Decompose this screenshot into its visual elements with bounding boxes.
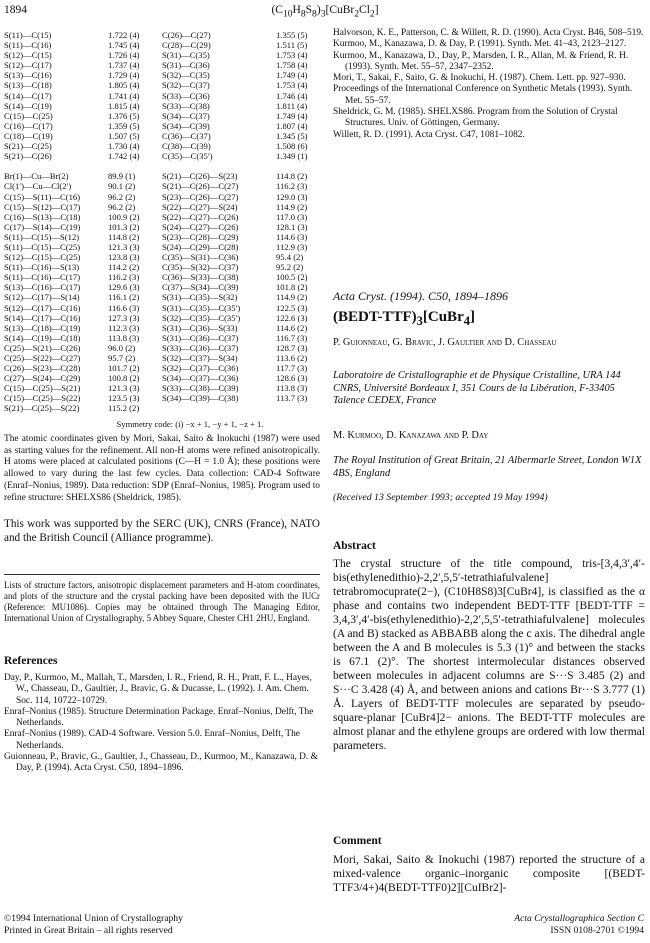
bond-value: 122.6 (3) bbox=[276, 312, 308, 323]
table-row bbox=[4, 262, 159, 272]
bond-label: S(33)—C(38)—C(39) bbox=[162, 383, 239, 394]
table-row bbox=[4, 363, 159, 373]
bond-label: S(11)—C(15) bbox=[4, 30, 52, 40]
table-row bbox=[162, 333, 317, 343]
bond-value: 1.753 (4) bbox=[276, 50, 308, 61]
table-row bbox=[4, 292, 159, 302]
bond-label: C(15)—C(25) bbox=[4, 110, 53, 121]
journal-name: Acta Crystallographica Section C bbox=[514, 913, 644, 924]
bond-value: 116.1 (2) bbox=[108, 292, 140, 303]
bond-label: C(35)—S(32)—C(37) bbox=[162, 262, 239, 273]
table-row bbox=[162, 222, 317, 232]
bond-value: 1.811 (4) bbox=[276, 100, 308, 111]
running-title: $(C_{10}H_8S_8)_3[CuBr_2Cl_2]$ bbox=[271, 4, 379, 20]
comment-heading: Comment bbox=[333, 835, 382, 847]
bond-label: S(11)—C(16)—C(17) bbox=[4, 272, 81, 283]
printed: Printed in Great Britain – all rights reserved bbox=[4, 924, 173, 936]
bond-value: 122.5 (3) bbox=[276, 302, 308, 313]
bond-value: 1.745 (4) bbox=[108, 40, 140, 51]
references-left bbox=[4, 673, 320, 775]
bond-value: 101.7 (2) bbox=[108, 363, 140, 374]
bond-label: S(31)—C(36) bbox=[162, 60, 210, 71]
table-row bbox=[4, 323, 159, 333]
bond-label: S(21)—C(26)—S(23) bbox=[162, 171, 238, 182]
bond-value: 1.508 (6) bbox=[276, 141, 308, 152]
bond-value: 1.753 (4) bbox=[276, 80, 308, 91]
bond-label: S(34)—C(39)—C(38) bbox=[162, 393, 239, 404]
table-row bbox=[4, 80, 159, 90]
bond-label: S(32)—C(35)—C(35′) bbox=[162, 312, 241, 323]
table-row bbox=[4, 60, 159, 70]
copyright: ©1994 International Union of Crystallography bbox=[4, 913, 183, 924]
bond-label: S(12)—C(15) bbox=[4, 50, 52, 61]
table-row bbox=[162, 272, 317, 282]
table-row bbox=[4, 192, 159, 202]
bond-value: 1.376 (5) bbox=[108, 110, 140, 121]
bond-label: S(24)—C(29)—C(28) bbox=[162, 241, 239, 252]
table-row bbox=[4, 353, 159, 363]
table-row bbox=[4, 151, 159, 161]
bond-label: S(33)—C(38) bbox=[162, 100, 210, 111]
bond-value: 100.8 (2) bbox=[108, 373, 140, 384]
table-row bbox=[4, 30, 159, 40]
table-row bbox=[162, 242, 317, 252]
bond-value: 1.726 (4) bbox=[108, 50, 140, 61]
bond-label: C(35)—S(31)—C(36) bbox=[162, 252, 239, 263]
bond-value: 116.7 (3) bbox=[276, 332, 308, 343]
bond-label: S(21)—C(25) bbox=[4, 141, 52, 152]
bond-label: S(34)—C(37)—C(36) bbox=[162, 373, 239, 384]
bond-label: S(11)—C(16) bbox=[4, 40, 52, 51]
reference: Kurmoo, M., Kanazawa, D. & Day, P. (1991). Synth. Met. 41–43, 2123–2127. bbox=[333, 39, 627, 50]
table-row bbox=[4, 91, 159, 101]
bond-label: S(33)—C(36)—C(37) bbox=[162, 342, 239, 353]
table-row bbox=[4, 303, 159, 313]
table-row bbox=[4, 282, 159, 292]
bond-label: S(14)—C(17)—C(16) bbox=[4, 312, 81, 323]
bond-label: S(22)—C(27)—S(24) bbox=[162, 201, 238, 212]
table-row bbox=[162, 181, 317, 191]
table-row bbox=[4, 252, 159, 262]
bond-value: 128.6 (3) bbox=[276, 373, 308, 384]
bond-value: 112.3 (3) bbox=[108, 322, 140, 333]
bond-label: C(36)—C(37) bbox=[162, 130, 211, 141]
table-row bbox=[4, 121, 159, 131]
bond-value: 114.8 (2) bbox=[276, 171, 308, 182]
bond-value: 1.758 (4) bbox=[276, 60, 308, 71]
bond-label: Cl(1′)—Cu—Cl(2′) bbox=[4, 181, 72, 192]
table-row bbox=[4, 232, 159, 242]
bond-value: 115.2 (2) bbox=[108, 403, 140, 414]
table-row bbox=[162, 363, 317, 373]
bond-label: S(14)—C(17) bbox=[4, 90, 52, 101]
bond-value: 101.8 (2) bbox=[276, 282, 308, 293]
bond-value: 1.507 (5) bbox=[108, 130, 140, 141]
reference: Halvorson, K. E., Patterson, C. & Willett, R. D. (1990). Acta Cryst. B46, 508–519. bbox=[333, 28, 644, 38]
table-row bbox=[162, 151, 317, 161]
bond-label: C(38)—C(39) bbox=[162, 141, 211, 152]
bond-label: C(26)—C(27) bbox=[162, 30, 211, 40]
bond-value: 1.807 (4) bbox=[276, 120, 308, 131]
bond-value: 113.7 (3) bbox=[276, 393, 308, 404]
bond-label: S(21)—C(26) bbox=[4, 151, 52, 162]
reference: Day, P., Kurmoo, M., Mallah, T., Marsden, I. R., Friend, R. H., Pratt, F. L., Hayes, W., Chasseau, D., Gaultier, J., Bravic, G. & Ducasse, L. (1992). J. Am. Chem. Soc. 114, 10722–10729. bbox=[4, 673, 312, 706]
bond-label: S(31)—C(35)—S(32) bbox=[162, 292, 238, 303]
bond-value: 96.2 (2) bbox=[108, 201, 136, 212]
footer-right bbox=[514, 913, 644, 936]
affiliation-1: Laboratoire de Cristallographie et de Physique Cristalline, URA 144 CNRS, Université Bordeaux I, 351 Cours de la Libération, F-33405 Talence CEDEX, France bbox=[333, 370, 621, 407]
table-row bbox=[4, 141, 159, 151]
bond-label: C(25)—S(21)—C(26) bbox=[4, 342, 81, 353]
bond-value: 90.1 (2) bbox=[108, 181, 136, 192]
table-row bbox=[4, 242, 159, 252]
bond-label: C(26)—S(23)—C(28) bbox=[4, 363, 81, 374]
bond-value: 1.815 (4) bbox=[108, 100, 140, 111]
table-row bbox=[4, 161, 159, 171]
table-row bbox=[162, 292, 317, 302]
page-number: 1894 bbox=[4, 4, 27, 16]
table-row bbox=[4, 272, 159, 282]
bond-label: C(16)—C(17) bbox=[4, 120, 53, 131]
abstract-heading: Abstract bbox=[333, 540, 376, 552]
bond-label: S(11)—C(16)—S(13) bbox=[4, 262, 80, 273]
bond-value: 128.1 (3) bbox=[276, 221, 308, 232]
table-row bbox=[4, 40, 159, 50]
table-row bbox=[4, 313, 159, 323]
bond-label: S(24)—C(27)—C(26) bbox=[162, 221, 239, 232]
bond-label: S(13)—C(18)—C(19) bbox=[4, 322, 81, 333]
bond-label: Br(1)—Cu—Br(2) bbox=[4, 171, 69, 182]
references-right bbox=[333, 28, 645, 141]
bond-value: 101.3 (2) bbox=[108, 221, 140, 232]
table-row bbox=[162, 282, 317, 292]
bond-label: S(12)—C(15)—C(25) bbox=[4, 252, 81, 263]
table-row bbox=[162, 80, 317, 90]
reference: Kurmoo, M., Kanazawa, D., Day, P., Marsden, I. R., Allan, M. & Friend, R. H. (1993). Synth. Met. 55–57, 2347–2352. bbox=[333, 50, 629, 72]
table-row bbox=[4, 333, 159, 343]
bond-label: S(33)—C(36) bbox=[162, 90, 210, 101]
table-row bbox=[4, 393, 159, 403]
bond-value: 116.2 (3) bbox=[108, 272, 140, 283]
divider bbox=[4, 574, 320, 575]
table-row bbox=[4, 373, 159, 383]
bond-value: 1.722 (4) bbox=[108, 30, 140, 40]
bond-value: 1.749 (4) bbox=[276, 110, 308, 121]
bond-value: 113.8 (3) bbox=[276, 383, 308, 394]
table-row bbox=[4, 50, 159, 60]
bond-value: 114.9 (2) bbox=[276, 292, 308, 303]
table-row bbox=[162, 91, 317, 101]
reference: Mori, T., Sakai, F., Saito, G. & Inokuchi, H. (1987). Chem. Lett. pp. 927–930. bbox=[333, 73, 626, 84]
reference: Proceedings of the International Conference on Synthetic Metals (1993). Synth. Met. 55–57. bbox=[333, 84, 633, 106]
bond-value: 96.2 (2) bbox=[108, 191, 136, 202]
bond-value: 123.8 (3) bbox=[108, 252, 140, 263]
bond-label: S(11)—C(15)—C(25) bbox=[4, 241, 81, 252]
bond-value: 1.737 (4) bbox=[108, 60, 140, 71]
table-row bbox=[162, 141, 317, 151]
bond-value: 114.2 (2) bbox=[108, 262, 140, 273]
table-row bbox=[162, 121, 317, 131]
bond-value: 100.9 (2) bbox=[108, 211, 140, 222]
bond-label: S(31)—C(35) bbox=[162, 50, 210, 61]
bond-label: C(27)—S(24)—C(29) bbox=[4, 373, 81, 384]
bond-label: S(23)—C(26)—C(27) bbox=[162, 191, 239, 202]
bond-value: 89.9 (1) bbox=[108, 171, 136, 182]
table-row bbox=[162, 353, 317, 363]
affiliation-2: The Royal Institution of Great Britain, 21 Albermarle Street, London W1X 4BS, England bbox=[333, 455, 642, 479]
bond-label: S(32)—C(37)—S(34) bbox=[162, 353, 238, 363]
table-row bbox=[162, 60, 317, 70]
table-row bbox=[4, 171, 159, 181]
table-row bbox=[4, 222, 159, 232]
bond-value: 123.5 (3) bbox=[108, 393, 140, 404]
table-row bbox=[162, 70, 317, 80]
bond-value: 116.6 (3) bbox=[108, 302, 140, 313]
bond-value: 113.8 (3) bbox=[108, 332, 140, 343]
comment-text: Mori, Sakai, Saito & Inokuchi (1987) reported the structure of a mixed-valence organic–inorganic composite [(BEDT-TTF3/4+)4(BEDT-TTF0)2][CuIBr2]- bbox=[333, 854, 645, 894]
bond-value: 1.805 (4) bbox=[108, 80, 140, 91]
authors-1: P. Guionneau, G. Bravic, J. Gaultier and D. Chasseau bbox=[333, 337, 557, 348]
bond-value: 1.741 (4) bbox=[108, 90, 140, 101]
bond-value: 114.9 (2) bbox=[276, 201, 308, 212]
bond-value: 112.9 (3) bbox=[276, 241, 308, 252]
bond-label: S(13)—C(18) bbox=[4, 80, 52, 91]
bond-label: C(28)—C(29) bbox=[162, 40, 211, 51]
bond-value: 95.2 (2) bbox=[276, 262, 304, 273]
bond-label: S(14)—C(19)—C(18) bbox=[4, 332, 81, 343]
bond-label: C(15)—C(25)—S(22) bbox=[4, 393, 81, 404]
bond-value: 116.2 (3) bbox=[276, 181, 308, 192]
authors-2: M. Kurmoo, D. Kanazawa and P. Day bbox=[333, 430, 489, 441]
table-row bbox=[162, 212, 317, 222]
bond-value: 95.4 (2) bbox=[276, 252, 304, 263]
table-row bbox=[4, 131, 159, 141]
table-row bbox=[162, 383, 317, 393]
table-row bbox=[4, 70, 159, 80]
bond-label: S(12)—C(17)—S(14) bbox=[4, 292, 80, 303]
bond-label: C(25)—S(22)—C(27) bbox=[4, 353, 81, 363]
table-row bbox=[162, 393, 317, 403]
deposition-note: Lists of structure factors, anisotropic displacement parameters and H-atom coordinates, and plots of the structure and the crystal packing have been deposited with the IUCr (Reference: MU1086). Copies may be obtained through The Managing Editor, International Union of Crystallography, 5 Abbey Square, Chester CH1 2HU, England. bbox=[4, 580, 320, 624]
bond-value: 1.355 (5) bbox=[276, 30, 308, 40]
bond-value: 100.5 (2) bbox=[276, 272, 308, 283]
table-row bbox=[162, 323, 317, 333]
bond-label: C(15)—S(12)—C(17) bbox=[4, 201, 81, 212]
table-row bbox=[4, 383, 159, 393]
bond-value: 1.345 (5) bbox=[276, 130, 308, 141]
article-citation: Acta Cryst. (1994). C50, 1894–1896 bbox=[333, 289, 508, 303]
bond-value: 117.7 (3) bbox=[276, 363, 308, 374]
symmetry-code: Symmetry code: (i) −x + 1, −y + 1, −z + 1. bbox=[116, 419, 264, 429]
bond-label: S(21)—C(25)—S(22) bbox=[4, 403, 80, 414]
table-row bbox=[162, 40, 317, 50]
bond-label: C(37)—S(34)—C(39) bbox=[162, 282, 239, 293]
bond-label: S(31)—C(36)—C(37) bbox=[162, 332, 239, 343]
table-row bbox=[162, 252, 317, 262]
bond-value: 117.0 (3) bbox=[276, 211, 308, 222]
bond-label: S(23)—C(28)—C(29) bbox=[162, 231, 239, 242]
bond-label: C(15)—S(11)—C(16) bbox=[4, 191, 81, 202]
table-row bbox=[162, 313, 317, 323]
bond-label: S(34)—C(37) bbox=[162, 110, 210, 121]
table-left-column bbox=[4, 30, 159, 414]
table-row bbox=[162, 343, 317, 353]
bond-label: S(11)—C(15)—S(12) bbox=[4, 231, 80, 242]
bond-label: C(17)—S(14)—C(19) bbox=[4, 221, 81, 232]
bond-value: 121.3 (3) bbox=[108, 383, 140, 394]
bond-value: 129.0 (3) bbox=[276, 191, 308, 202]
issn: ISSN 0108-2701 ©1994 bbox=[550, 924, 644, 936]
bond-value: 113.6 (2) bbox=[276, 353, 308, 363]
table-row bbox=[162, 232, 317, 242]
bond-label: S(32)—C(37)—C(36) bbox=[162, 363, 239, 374]
reference: Guionneau, P., Bravic, G., Gaultier, J., Chasseau, D., Kurmoo, M., Kanazawa, D. & Day, P. (1994). Acta Cryst. C50, 1894–1896. bbox=[4, 752, 318, 774]
references-heading: References bbox=[4, 655, 58, 667]
table-right-column bbox=[162, 30, 317, 414]
table-row bbox=[4, 202, 159, 212]
table-row bbox=[4, 212, 159, 222]
table-row bbox=[4, 111, 159, 121]
bond-value: 1.729 (4) bbox=[108, 70, 140, 81]
bond-label: C(35)—C(35′) bbox=[162, 151, 213, 162]
reference: Willett, R. D. (1991). Acta Cryst. C47, 1081–1082. bbox=[333, 129, 525, 140]
bond-value: 114.8 (2) bbox=[108, 231, 140, 242]
table-row bbox=[162, 373, 317, 383]
bond-value: 127.3 (3) bbox=[108, 312, 140, 323]
bond-value: 114.6 (2) bbox=[276, 322, 308, 333]
table-row bbox=[162, 50, 317, 60]
bond-label: S(34)—C(39) bbox=[162, 120, 210, 131]
bond-label: S(22)—C(27)—C(26) bbox=[162, 211, 239, 222]
bond-value: 96.0 (2) bbox=[108, 342, 136, 353]
table-row bbox=[162, 171, 317, 181]
bond-label: S(12)—C(17)—C(16) bbox=[4, 302, 81, 313]
table-row bbox=[4, 343, 159, 353]
bond-label: C(16)—S(13)—C(18) bbox=[4, 211, 81, 222]
bond-value: 1.359 (5) bbox=[108, 120, 140, 131]
bond-label: S(31)—C(36)—S(33) bbox=[162, 322, 238, 333]
bond-label: S(13)—C(16)—C(17) bbox=[4, 282, 81, 293]
table-row bbox=[4, 403, 159, 413]
table-row bbox=[162, 161, 317, 171]
bond-value: 1.349 (1) bbox=[276, 151, 308, 162]
bond-label: S(14)—C(19) bbox=[4, 100, 52, 111]
bond-label: S(32)—C(35) bbox=[162, 70, 210, 81]
table-row bbox=[162, 101, 317, 111]
acknowledgement: This work was supported by the SERC (UK), CNRS (France), NATO and the British Council (Alliance programme). bbox=[4, 518, 320, 544]
bond-label: C(18)—C(19) bbox=[4, 130, 53, 141]
bond-value: 114.6 (3) bbox=[276, 231, 308, 242]
table-row bbox=[162, 202, 317, 212]
table-row bbox=[162, 192, 317, 202]
table-row bbox=[162, 403, 317, 413]
bond-label: S(21)—C(26)—C(27) bbox=[162, 181, 239, 192]
reference: Sheldrick, G. M. (1985). SHELXS86. Program from the Solution of Crystal Structures. Univ. of Göttingen, Germany. bbox=[333, 107, 618, 129]
bond-value: 95.7 (2) bbox=[108, 353, 136, 363]
table-row bbox=[162, 131, 317, 141]
bond-value: 1.746 (4) bbox=[276, 90, 308, 101]
bond-label: C(15)—C(25)—S(21) bbox=[4, 383, 81, 394]
reference: Enraf–Nonius (1989). CAD-4 Software. Version 5.0. Enraf–Nonius, Delft, The Netherlands. bbox=[4, 729, 300, 751]
bond-label: S(32)—C(37) bbox=[162, 80, 210, 91]
article-title: $(BEDT-TTF)_3[CuBr_4]$ bbox=[333, 309, 475, 328]
table-row bbox=[162, 303, 317, 313]
table-row bbox=[4, 181, 159, 191]
abstract-text: The crystal structure of the title compound, tris-[3,4,3′,4′-bis(ethylenedithio)-2,2′,5,5′-tetrathiafulvalene] tetrabromocuprate(2−), (C10H8S8)3[CuBr4], is classified as the α phase and contains two independent BEDT-TTF [BEDT-TTF = 3,4,3′,4′-bis(ethylenedithio)-2,2′,5,5′-tetrathiafulvalene] molecules (A and B) stacked as ABBABB along the c axis. The dihedral angle between the A and B molecules is 5.3 (1)° and between the stacks is 67.1 (2)°. The shortest intermolecular distances observed between molecules in adjacent columns are S···S 3.485 (2) and S···C 3.428 (4) Å, and between anions and cations Br···S 3.777 (1) Å. Layers of BEDT-TTF molecules are separated by pseudo-square-planar [CuBr4]2− anions. The BEDT-TTF molecules are almost planar and the ethylene groups are ordered with low thermal parameters. bbox=[333, 558, 645, 752]
table-row bbox=[162, 111, 317, 121]
bond-value: 121.3 (3) bbox=[108, 241, 140, 252]
bond-value: 128.7 (3) bbox=[276, 342, 308, 353]
bond-label: S(13)—C(16) bbox=[4, 70, 52, 81]
table-row bbox=[4, 101, 159, 111]
table-row bbox=[162, 30, 317, 40]
bond-label: C(36)—S(33)—C(38) bbox=[162, 272, 239, 283]
bond-value: 1.511 (5) bbox=[276, 40, 308, 51]
bond-value: 1.742 (4) bbox=[108, 151, 140, 162]
bond-label: S(31)—C(35)—C(35′) bbox=[162, 302, 241, 313]
bond-label: S(12)—C(17) bbox=[4, 60, 52, 71]
bond-value: 1.749 (4) bbox=[276, 70, 308, 81]
footer-left bbox=[4, 913, 183, 936]
bond-value: 1.730 (4) bbox=[108, 141, 140, 152]
received-date: (Received 13 September 1993; accepted 19 May 1994) bbox=[333, 492, 548, 503]
refinement-text: The atomic coordinates given by Mori, Sakai, Saito & Inokuchi (1987) were used as starting values for the refinement. All non-H atoms were refined anisotropically. H atoms were placed at calculated positions (C—H = 1.0 Å); these positions were allowed to vary during the last few cycles. Data collection: CAD-4 Software (Enraf–Nonius, 1989). Data reduction: SDP (Enraf–Nonius, 1985). Program used to refine structure: SHELXS86 (Sheldrick, 1985). bbox=[4, 434, 320, 503]
reference: Enraf–Nonius (1985). Structure Determination Package. Enraf–Nonius, Delft, The Netherlands. bbox=[4, 706, 314, 729]
table-row bbox=[162, 262, 317, 272]
bond-value: 129.6 (3) bbox=[108, 282, 140, 293]
